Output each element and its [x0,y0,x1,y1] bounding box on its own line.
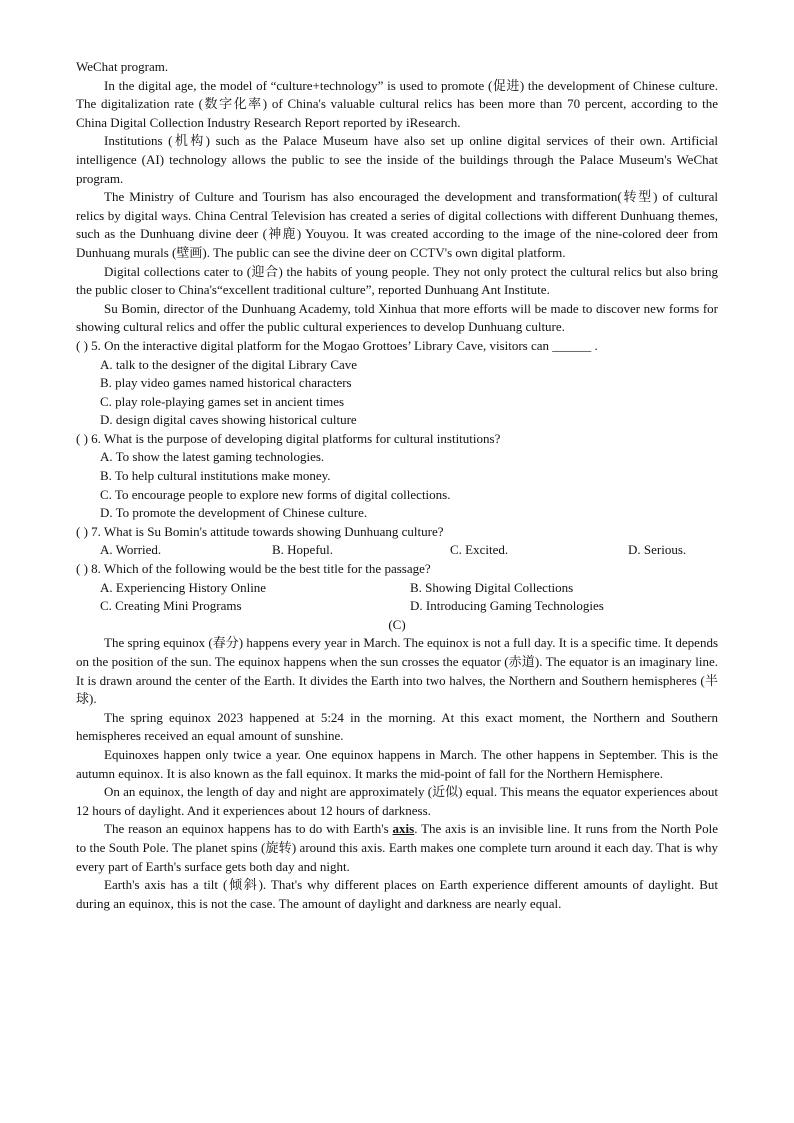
passage-b-paragraph-4: Digital collections cater to (迎合) the habits of young people. They not only protect the cultural relics but also bring the public closer to China's“excellent traditional culture”, reported Dunhuang Ant Institute. [76,263,718,298]
question-7-option-b: B. Hopeful. [272,542,334,558]
question-5-stem: ( ) 5. On the interactive digital platform for the Mogao Grottoes’ Library Cave, visitors can ______ . [76,337,598,353]
question-7-option-c: C. Excited. [450,542,509,558]
question-8-option-a: A. Experiencing History Online [100,579,267,595]
question-7-option-d: D. Serious. [628,542,687,558]
passage-c-paragraph-1: The spring equinox (春分) happens every year in March. The equinox is not a full day. It is a specific time. It depends on the position of the sun. The equinox happens when the sun crosses the equator (赤道). The equator is an imaginary line. It is drawn around the center of the Earth. It divides the Earth into two halves, the Northern and Southern hemispheres (半球). [76,635,718,707]
passage-c-paragraph-6: Earth's axis has a tilt (倾斜). That's why different places on Earth experience different amounts of daylight. But during an equinox, this is not the case. The amount of daylight and darkness are nearly equal. [76,877,718,911]
axis-underlined-word: axis [392,821,415,837]
passage-c-paragraph-3: Equinoxes happen only twice a year. One equinox happens in March. The other happens in September. This is the autumn equinox. It is also known as the fall equinox. It marks the mid-point of fall for the Northern Hemisphere. [76,746,718,781]
question-7-option-a: A. Worried. [100,542,162,558]
passage-c-paragraph-5 [76,820,718,876]
question-5 [76,337,718,430]
question-6-option-b: B. To help cultural institutions make money. [100,468,331,484]
question-7 [76,523,718,560]
question-5-option-b: B. play video games named historical characters [100,375,352,391]
question-8-options-row-1 [100,579,718,598]
question-5-option-d: D. design digital caves showing historical culture [100,412,357,428]
passage-b-paragraph-3: The Ministry of Culture and Tourism has also encouraged the development and transformation(转型) of cultural relics by digital ways. China Central Television has created a series of digital collections with different Dunhuang themes, such as the Dunhuang divine deer (神鹿) Youyou. It was created according to the image of the nine-colored deer from Dunhuang murals (壁画). The public can see the divine deer on CCTV's own digital platform. [76,189,718,260]
question-8-option-b: B. Showing Digital Collections [410,579,574,595]
question-6-stem: ( ) 6. What is the purpose of developing digital platforms for cultural institutions? [76,430,501,446]
passage-b-paragraph-5: Su Bomin, director of the Dunhuang Academy, told Xinhua that more efforts will be made to discover new forms for showing cultural relics and offer the public cultural experiences to develop Dunhuang culture. [76,300,718,335]
passage-b-paragraph-1: In the digital age, the model of “culture+technology” is used to promote (促进) the development of Chinese culture. The digitalization rate (数字化率) of China's valuable cultural relics has been more than 70 percent, according to the China Digital Collection Industry Research Report reported by iResearch. [76,77,718,130]
question-7-options [100,541,718,560]
passage-b-paragraph-0: WeChat program. [76,59,169,74]
question-8-stem: ( ) 8. Which of the following would be the best title for the passage? [76,561,431,577]
passage-c-heading: (C) [388,616,406,632]
passage-c [76,616,718,914]
question-6-option-d: D. To promote the development of Chinese culture. [100,505,368,521]
passage-b [76,58,718,337]
question-5-option-a: A. talk to the designer of the digital Library Cave [100,356,358,372]
passage-b-paragraph-2: Institutions (机构) such as the Palace Museum have also set up online digital services of their own. Artificial intelligence (AI) technology allows the public to see the inside of the buildings through the Palace Museum's WeChat program. [76,133,718,186]
question-6 [76,430,718,523]
passage-c-paragraph-4: On an equinox, the length of day and night are approximately (近似) equal. This means the equator experiences about 12 hours of daylight. And it experiences about 12 hours of darkness. [76,784,718,818]
question-7-stem: ( ) 7. What is Su Bomin's attitude towards showing Dunhuang culture? [76,523,444,539]
question-6-option-c: C. To encourage people to explore new forms of digital collections. [100,486,451,502]
question-8-option-d: D. Introducing Gaming Technologies [410,598,604,614]
question-5-option-c: C. play role-playing games set in ancient times [100,393,345,409]
axis-sentence-rest: . The axis is an invisible line. It runs from the North Pole to the South Pole. The planet spins (旋转) around this axis. Earth makes one complete turn around it each day. That is why every part of Earth's surface gets both day and night. [76,821,718,874]
question-6-option-a: A. To show the latest gaming technologies. [100,449,325,465]
question-8-option-c: C. Creating Mini Programs [100,598,242,614]
passage-c-paragraph-2: The spring equinox 2023 happened at 5:24 in the morning. At this exact moment, the Northern and Southern hemispheres received an equal amount of sunshine. [76,709,718,744]
question-8 [76,560,718,616]
document-page [76,58,718,913]
question-8-options-row-2 [100,597,718,616]
axis-sentence-start: The reason an equinox happens has to do with Earth's [104,821,393,837]
